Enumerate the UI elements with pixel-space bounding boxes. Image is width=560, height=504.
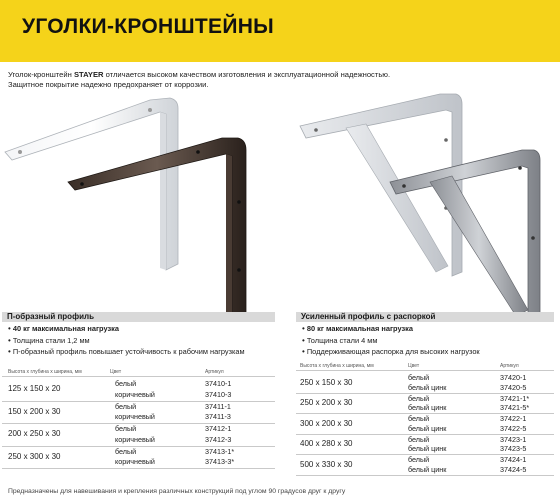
article-cell: 37421-1*	[500, 393, 530, 403]
row-divider	[2, 468, 275, 469]
article-cell: 37413-1*	[205, 446, 235, 456]
size-cell: 250 x 200 x 30	[300, 398, 353, 408]
article-cell: 37412-3	[205, 434, 232, 444]
size-cell: 150 x 200 x 30	[8, 406, 61, 416]
color-cell: белый	[408, 393, 430, 403]
article-cell: 37422-1	[500, 414, 527, 423]
footer-note: Предназначены для навешивания и крепления различных конструкций под углом 90 градусов друг к другу	[8, 488, 346, 495]
color-cell: белый	[408, 414, 430, 423]
right-features	[302, 323, 480, 358]
article-cell: 37411-3	[205, 412, 231, 421]
color-cell: белый цинк	[408, 382, 447, 392]
color-cell: белый	[115, 424, 137, 433]
article-cell: 37410-3	[205, 389, 232, 399]
left-feature: • Толщина стали 1,2 мм	[8, 335, 90, 345]
article-cell: 37420-5	[500, 382, 527, 392]
row-divider	[2, 423, 275, 424]
row-divider	[2, 401, 275, 402]
right-feature: • 80 кг максимальная нагрузка	[302, 324, 413, 333]
left-header-color: Цвет	[110, 369, 122, 375]
size-cell: 125 x 150 x 20	[8, 384, 61, 394]
left-features	[8, 323, 245, 358]
color-cell: белый	[408, 455, 430, 464]
size-cell: 500 x 330 x 30	[300, 459, 353, 469]
color-cell: коричневый	[115, 434, 155, 444]
divider	[2, 376, 275, 377]
size-cell: 250 x 150 x 30	[300, 377, 353, 387]
page-title: УГОЛКИ-КРОНШТЕЙНЫ	[22, 15, 275, 38]
color-cell: белый	[408, 434, 430, 444]
article-cell: 37424-5	[500, 464, 527, 474]
color-cell: белый цинк	[408, 423, 447, 433]
intro-prefix: Уголок-кронштейн	[8, 70, 74, 79]
intro-line2: Защитное покрытие надежно предохраняет от коррозии.	[8, 80, 209, 89]
color-cell: белый	[115, 401, 137, 411]
color-cell: белый	[115, 446, 137, 456]
color-cell: белый цинк	[408, 464, 447, 474]
left-header-size: Высота х глубина х ширина, мм	[8, 369, 82, 375]
color-cell: коричневый	[115, 457, 155, 466]
article-cell: 37421-5*	[500, 403, 530, 412]
article-cell: 37420-1	[500, 373, 527, 382]
product-photo	[0, 88, 560, 313]
color-cell: белый цинк	[408, 444, 447, 453]
left-band: П-образный профиль	[2, 312, 275, 322]
right-feature: • Толщина стали 4 мм	[302, 335, 378, 345]
article-cell: 37422-5	[500, 423, 527, 433]
color-cell: коричневый	[115, 389, 155, 399]
left-feature: • 40 кг максимальная нагрузка	[8, 324, 119, 333]
brand-name: STAYER	[73, 70, 104, 79]
article-cell: 37424-1	[500, 455, 527, 464]
brown-u-bracket	[68, 138, 246, 313]
color-cell: белый	[115, 379, 137, 388]
right-band: Усиленный профиль с распоркой	[296, 312, 554, 322]
color-cell: белый	[408, 373, 430, 382]
article-cell: 37412-1	[205, 424, 232, 433]
article-cell: 37410-1	[205, 379, 232, 388]
article-cell: 37423-5	[500, 444, 527, 453]
row-divider	[296, 475, 554, 476]
right-header-size: Высота х глубина х ширина, мм	[300, 363, 374, 369]
left-feature: • П-образный профиль повышает устойчивость к рабочим нагрузкам	[8, 347, 245, 357]
intro-suffix: отличается высоком качеством изготовления и эксплуатационной надежностью.	[103, 70, 391, 79]
article-cell: 37413-3*	[205, 457, 235, 466]
article-cell: 37423-1	[500, 434, 527, 444]
size-cell: 250 x 300 x 30	[8, 451, 61, 461]
color-cell: коричневый	[115, 412, 155, 421]
size-cell: 200 x 250 x 30	[8, 429, 61, 439]
article-cell: 37411-1	[205, 401, 231, 411]
divider	[296, 370, 554, 371]
left-header-article: Артикул	[205, 369, 224, 375]
right-header-color: Цвет	[408, 363, 420, 369]
size-cell: 300 x 200 x 30	[300, 418, 353, 428]
size-cell: 400 x 280 x 30	[300, 439, 353, 449]
intro-text	[8, 70, 553, 90]
right-header-article: Артикул	[500, 363, 519, 369]
right-feature: • Поддерживающая распорка для высоких нагрузок	[302, 347, 480, 357]
color-cell: белый цинк	[408, 403, 447, 412]
